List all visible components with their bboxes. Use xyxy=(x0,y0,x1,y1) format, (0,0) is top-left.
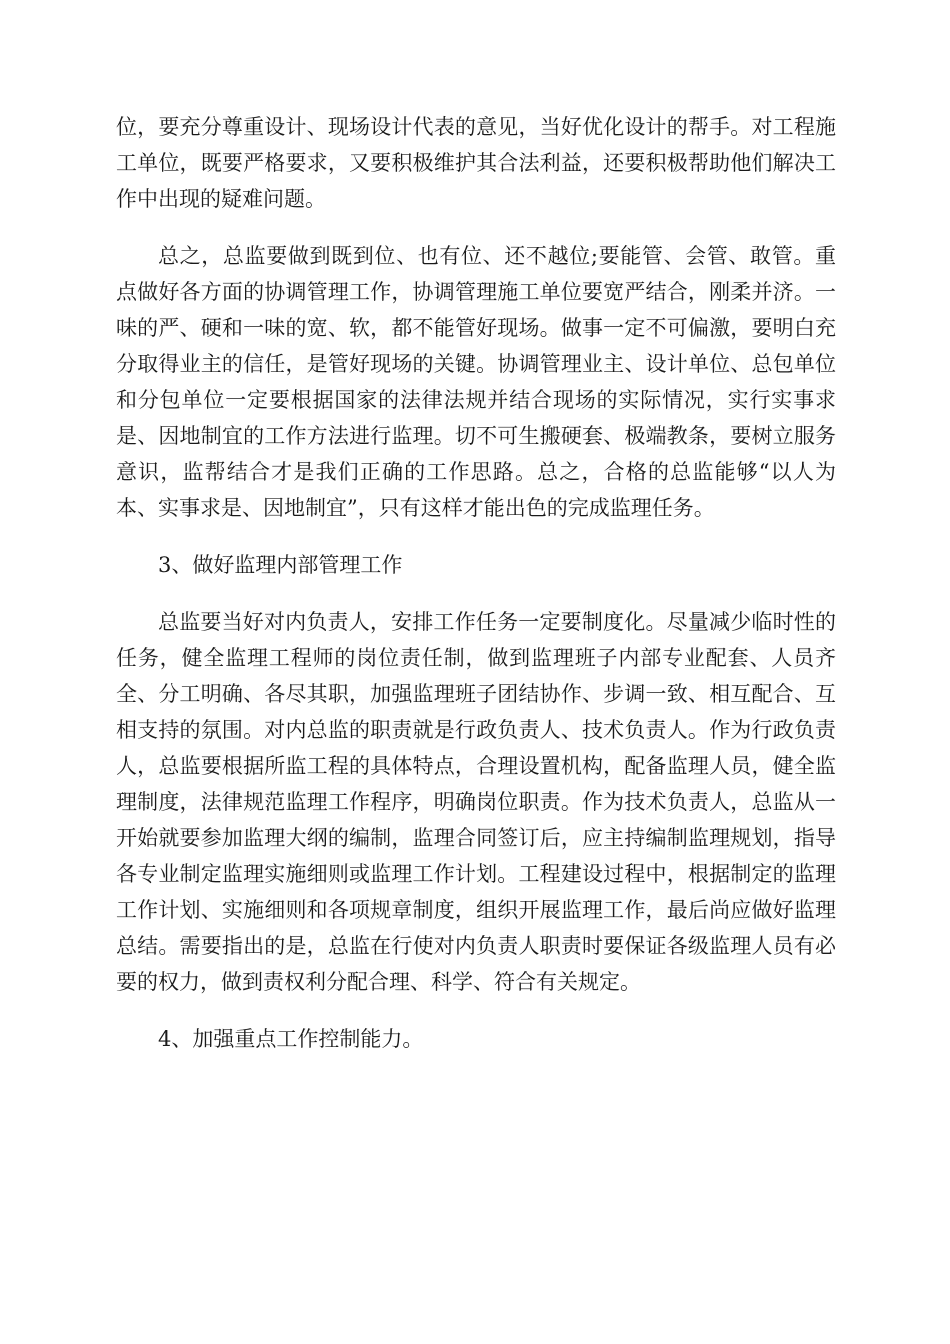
paragraph-continuation: 位，要充分尊重设计、现场设计代表的意见，当好优化设计的帮手。对工程施工单位，既要严格要求，又要积极维护其合法利益，还要积极帮助他们解决工作中出现的疑难问题。 xyxy=(116,115,836,211)
section-heading-3: 3、做好监理内部管理工作 xyxy=(158,553,403,577)
paragraph-summary: 总之，总监要做到既到位、也有位、还不越位;要能管、会管、敢管。重点做好各方面的协调管理工作，协调管理施工单位要宽严结合，刚柔并济。一味的严、硬和一味的宽、软，都不能管好现场。做事一定不可偏激，要明白充分取得业主的信任，是管好现场的关键。协调管理业主、设计单位、总包单位和分包单位一定要根据国家的法律法规并结合现场的实际情况，实行实事求是、因地制宜的工作方法进行监理。切不可生搬硬套、极端教条，要树立服务意识，监帮结合才是我们正确的工作思路。总之，合格的总监能够“以人为本、实事求是、因地制宜”，只有这样才能出色的完成监理任务。 xyxy=(116,244,836,520)
paragraph-internal-management: 总监要当好对内负责人，安排工作任务一定要制度化。尽量减少临时性的任务，健全监理工程师的岗位责任制，做到监理班子内部专业配套、人员齐全、分工明确、各尽其职，加强监理班子团结协作、步调一致、相互配合、互相支持的氛围。对内总监的职责就是行政负责人、技术负责人。作为行政负责人，总监要根据所监工程的具体特点，合理设置机构，配备监理人员，健全监理制度，法律规范监理工作程序，明确岗位职责。作为技术负责人，总监从一开始就要参加监理大纲的编制，监理合同签订后，应主持编制监理规划，指导各专业制定监理实施细则或监理工作计划。工程建设过程中，根据制定的监理工作计划、实施细则和各项规章制度，组织开展监理工作，最后尚应做好监理总结。需要指出的是，总监在行使对内负责人职责时要保证各级监理人员有必要的权力，做到责权利分配合理、科学、符合有关规定。 xyxy=(116,610,836,994)
section-heading-4: 4、加强重点工作控制能力。 xyxy=(158,1027,424,1051)
document-page xyxy=(116,109,836,1078)
